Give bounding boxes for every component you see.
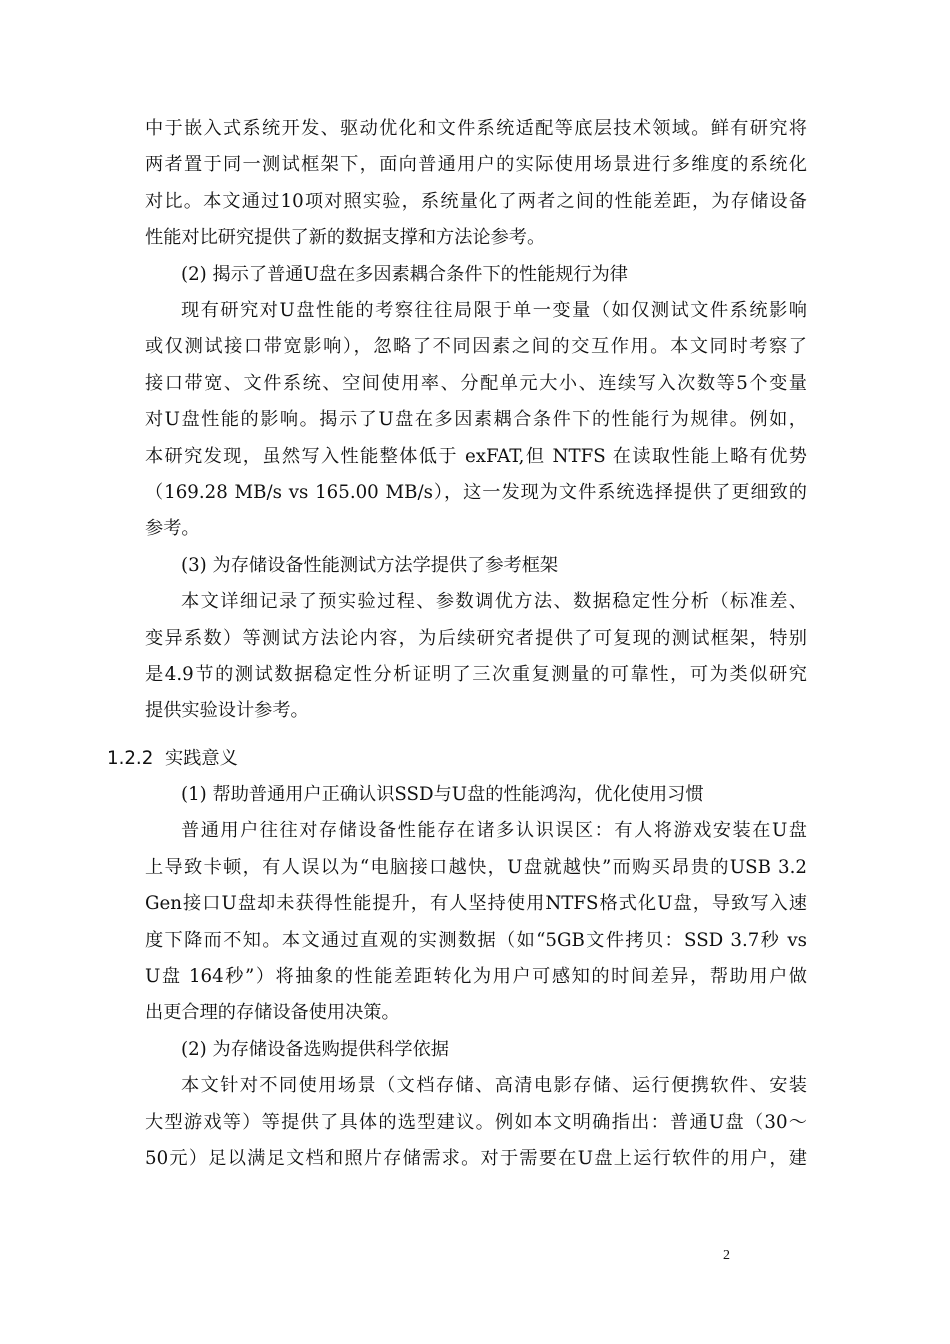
- text-line: 对U盘性能的影响。揭示了U盘在多因素耦合条件下的性能行为规律。例如，: [145, 409, 807, 431]
- text-line: 本文详细记录了预实验过程、参数调优方法、数据稳定性分析（标准差、: [181, 591, 807, 613]
- text-line: 两者置于同一测试框架下，面向普通用户的实际使用场景进行多维度的系统化: [145, 154, 807, 176]
- text-line: 性能对比研究提供了新的数据支撑和方法论参考。: [145, 227, 546, 249]
- text-line: 现有研究对U盘性能的考察往往局限于单一变量（如仅测试文件系统影响: [181, 300, 807, 321]
- text-line: 中于嵌入式系统开发、驱动优化和文件系统适配等底层技术领域。鲜有研究将: [145, 118, 807, 139]
- text-line: (2) 为存储设备选购提供科学依据: [181, 1038, 449, 1060]
- text-line: 对比。本文通过10项对照实验，系统量化了两者之间的性能差距，为存储设备: [145, 190, 807, 212]
- text-line: 上导致卡顿，有人误以为“电脑接口越快，U盘就越快”而购买昂贵的USB 3.2: [145, 856, 807, 878]
- text-line: 本文针对不同使用场景（文档存储、高清电影存储、运行便携软件、安装: [181, 1075, 807, 1097]
- section-title: 实践意义: [165, 748, 238, 769]
- text-line: U盘 164秒”）将抽象的性能差距转化为用户可感知的时间差异，帮助用户做: [145, 966, 807, 987]
- text-line: 50元）足以满足文档和照片存储需求。对于需要在U盘上运行软件的用户，建: [145, 1148, 807, 1169]
- text-line: 或仅测试接口带宽影响），忽略了不同因素之间的交互作用。本文同时考察了: [145, 336, 807, 358]
- text-line: （169.28 MB/s vs 165.00 MB/s），这一发现为文件系统选择提供了更细致的: [145, 482, 807, 503]
- text-line: 接口带宽、文件系统、空间使用率、分配单元大小、连续写入次数等5个变量: [145, 372, 807, 394]
- text-line: Gen接口U盘却未获得性能提升，有人坚持使用NTFS格式化U盘，导致写入速: [145, 893, 807, 915]
- text-line: 大型游戏等）等提供了具体的选型建议。例如本文明确指出：普通U盘（30～: [145, 1111, 807, 1133]
- text-line: 度下降而不知。本文通过直观的实测数据（如“5GB文件拷贝：SSD 3.7秒 vs: [145, 929, 807, 951]
- text-line: 出更合理的存储设备使用决策。: [145, 1002, 400, 1024]
- text-line: (2) 揭示了普通U盘在多因素耦合条件下的性能规行为律: [181, 263, 628, 285]
- section-heading-1-2-2: [107, 742, 238, 776]
- text-line: 本研究发现，虽然写入性能整体低于 exFAT,但 NTFS 在读取性能上略有优势: [145, 445, 807, 467]
- text-line: 是4.9节的测试数据稳定性分析证明了三次重复测量的可靠性，可为类似研究: [145, 664, 807, 685]
- page-number: 2: [723, 1248, 730, 1263]
- text-line: (1) 帮助普通用户正确认识SSD与U盘的性能鸿沟，优化使用习惯: [181, 784, 704, 805]
- text-line: 变异系数）等测试方法论内容，为后续研究者提供了可复现的测试框架，特别: [145, 627, 807, 649]
- text-line: 参考。: [145, 518, 200, 540]
- section-number: 1.2.2: [107, 748, 154, 769]
- text-line: 提供实验设计参考。: [145, 700, 309, 722]
- text-line: (3) 为存储设备性能测试方法学提供了参考框架: [181, 554, 559, 576]
- text-line: 普通用户往往对存储设备性能存在诸多认识误区：有人将游戏安装在U盘: [181, 820, 807, 842]
